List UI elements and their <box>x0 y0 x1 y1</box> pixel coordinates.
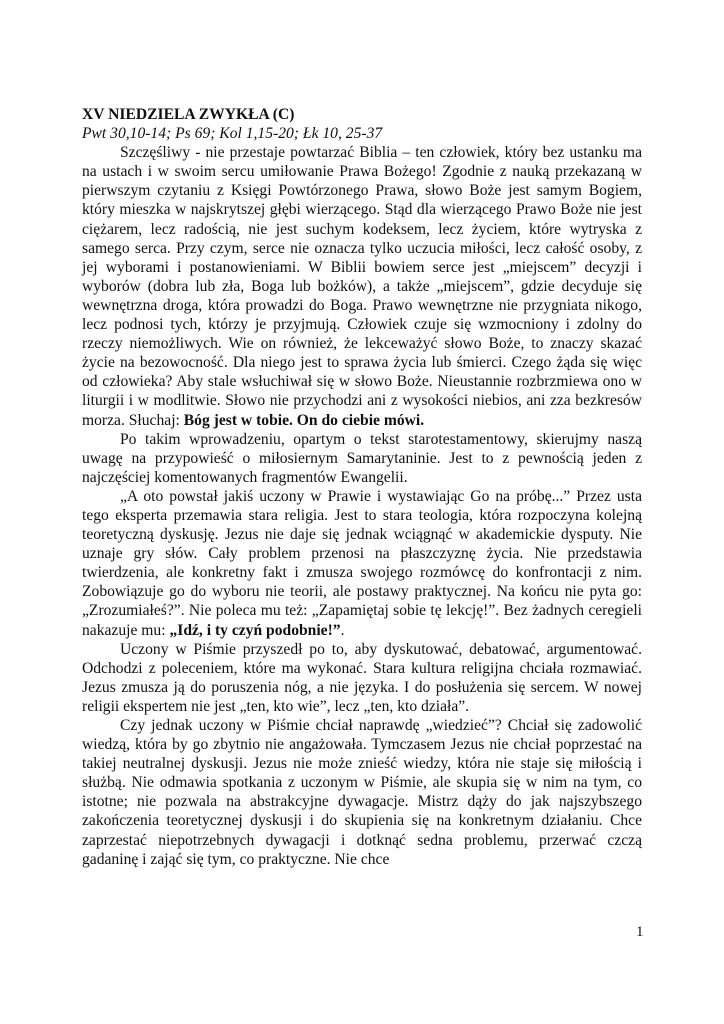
paragraph-4-text: Uczony w Piśmie przyszedł po to, aby dyskutować, debatować, argumentować. Odchodzi z poleceniem, które ma wykonać. Stara kultura religijna chciała rozmawiać. Jezus zmusza ją do poruszenia nóg, a nie języka. I do posłużenia się sercem. W nowej religii ekspertem nie jest „ten, kto wie”, lecz „ten, kto działa”. <box>82 640 642 715</box>
paragraph-2 <box>82 430 642 487</box>
paragraph-3 <box>82 487 642 640</box>
document-body <box>82 105 642 869</box>
paragraph-5 <box>82 716 642 869</box>
page-number: 1 <box>636 924 644 940</box>
paragraph-3-emphasis: „Idź, i ty czyń podobnie!” <box>169 621 341 639</box>
scripture-readings: Pwt 30,10-14; Ps 69; Kol 1,15-20; Łk 10, 25-37 <box>82 125 383 143</box>
paragraph-3-tail: . <box>340 621 345 639</box>
paragraph-5-text: Czy jednak uczony w Piśmie chciał naprawdę „wiedzieć”? Chciał się zadowolić wiedzą, która by go zbytnio nie angażowała. Tymczasem Jezus nie chciał poprzestać na takiej neutralnej dyskusji. Jezus nie może znieść wiedzy, która nie staje się miłością i służbą. Nie odmawia spotkania z uczonym w Piśmie, ale skupia się w nim na tym, co istotne; nie pozwala na abstrakcyjne dywagacje. Mistrz dąży do jak najszybszego zakończenia teoretycznej dyskusji i do skupienia się na konkretnym działaniu. Chce zaprzestać niepotrzebnych dywagacji i dotknąć sedna problemu, przerwać czczą gadaninę i zająć się tym, co praktyczne. Nie chce <box>82 717 642 868</box>
paragraph-1 <box>82 143 642 429</box>
paragraph-4 <box>82 640 642 716</box>
document-title: XV NIEDZIELA ZWYKŁA (C) <box>82 106 295 123</box>
paragraph-1-emphasis: Bóg jest w tobie. On do ciebie mówi. <box>183 411 425 429</box>
paragraph-2-text: Po takim wprowadzeniu, opartym o tekst starotestamentowy, skierujmy naszą uwagę na przypowieść o miłosiernym Samarytaninie. Jest to z pewnością jeden z najczęściej komentowanych fragmentów Ewangelii. <box>82 430 642 486</box>
paragraph-3-text: „A oto powstał jakiś uczony w Prawie i wystawiając Go na próbę...” Przez usta tego eksperta przemawia stara religia. Jest to stara teologia, która rozpoczyna kolejną teoretyczną dyskusję. Jezus nie daje się jednak wciągnąć w akademickie dysputy. Nie uznaje gry słów. Cały problem przenosi na płaszczyznę życia. Nie przedstawia twierdzenia, ale konkretny fakt i zmusza swojego rozmówcę do konfrontacji z nim. Zobowiązuje go do wyboru nie teorii, ale postawy praktycznej. Na końcu nie pyta go: „Zrozumiałeś?”. Nie poleca mu też: „Zapamiętaj sobie tę lekcję!”. Bez żadnych ceregieli nakazuje mu: <box>82 487 642 639</box>
paragraph-1-text: Szczęśliwy - nie przestaje powtarzać Biblia – ten człowiek, który bez ustanku ma na ustach i w swoim sercu umiłowanie Prawa Bożego! Zgodnie z nauką przekazaną w pierwszym czytaniu z Księgi Powtórzonego Prawa, słowo Boże jest samym Bogiem, który mieszka w najskrytszej głębi wierzącego. Stąd dla wierzącego Prawo Boże nie jest ciężarem, lecz radością, nie jest suchym kodeksem, lecz życiem, które wytryska z samego serca. Przy czym, serce nie oznacza tylko uczucia miłości, lecz całość osoby, z jej wyborami i postanowieniami. W Biblii bowiem serce jest „miejscem” decyzji i wyborów (dobra lub zła, Boga lub bożków), a także „miejscem”, gdzie decyduje się wewnętrzna droga, która prowadzi do Boga. Prawo wewnętrzne nie przygniata nikogo, lecz podnosi tych, którzy je przyjmują. Człowiek czuje się wzmocniony i zdolny do rzeczy niemożliwych. Wie on również, że lekceważyć słowo Boże, to znaczy skazać życie na bezowocność. Dla niego jest to sprawa życia lub śmierci. Czego żąda się więc od człowieka? Aby stale wsłuchiwał się w słowo Boże. Nieustannie rozbrzmiewa ono w liturgii i w modlitwie. Słowo nie przychodzi ani z wysokości niebios, ani zza bezkresów morza. Słuchaj: <box>82 144 642 429</box>
